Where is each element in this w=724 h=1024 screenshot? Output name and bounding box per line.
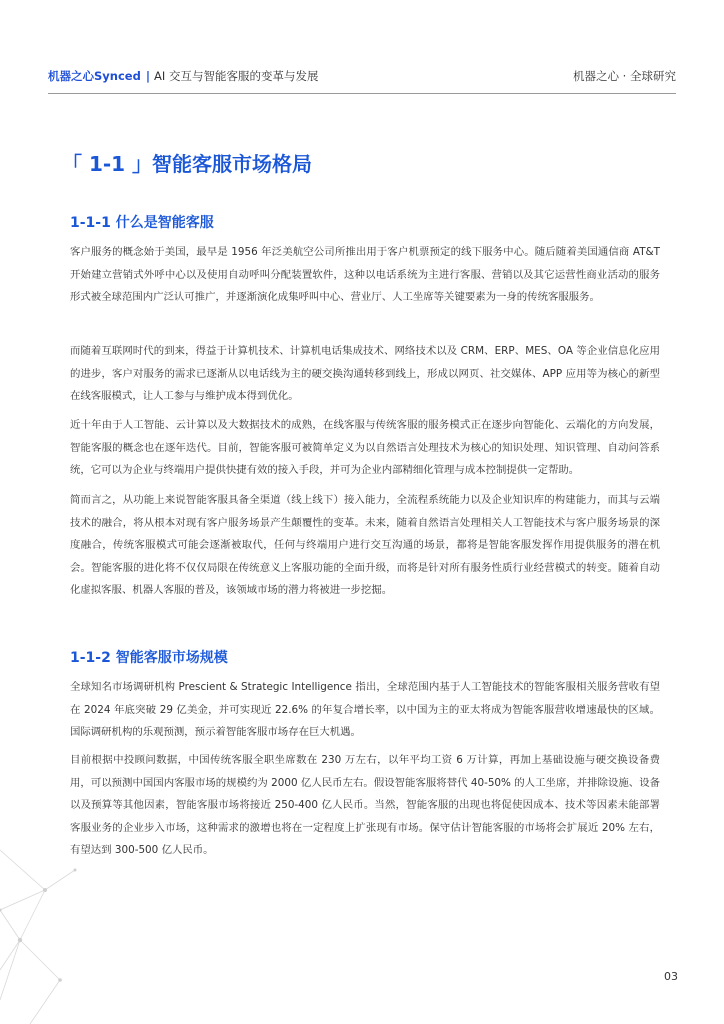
- document-title: AI 交互与智能客服的变革与发展: [154, 69, 319, 83]
- section-1-paragraph-3: 近十年由于人工智能、云计算以及大数据技术的成熟，在线客服与传统客服的服务模式正在逐步向智能化、云端化的方向发展，智能客服的概念也在逐年迭代。目前，智能客服可被简单定义为以自然语言处理技术为核心的知识处理、知识管理、自动问答系统，它可以为企业与终端用户提供快捷有效的接入手段，并可为企业内部精细化管理与成本控制提供一定帮助。: [70, 419, 660, 476]
- network-decoration-graphic: [0, 830, 80, 1024]
- header-right-text: 机器之心 · 全球研究: [573, 69, 676, 83]
- section-title-1: 1-1-1 什么是智能客服: [70, 215, 214, 231]
- chapter-title: 「 1-1 」智能客服市场格局: [62, 152, 313, 176]
- header-left: [48, 68, 318, 84]
- section-2-paragraph-1: 全球知名市场调研机构 Prescient & Strategic Intelligence 指出，全球范围内基于人工智能技术的智能客服相关服务营收有望在 2024 年底突破 29 亿美金，并可实现近 22.6% 的年复合增长率，以中国为主的亚太将成为智能客服营收增速最快的区域。国际调研机构的乐观预测，预示着智能客服市场存在巨大机遇。: [70, 681, 660, 738]
- header-divider: [48, 93, 676, 94]
- section-title-2: 1-1-2 智能客服市场规模: [70, 650, 228, 666]
- section-1-paragraph-4: 简而言之，从功能上来说智能客服具备全渠道（线上线下）接入能力，全流程系统能力以及企业知识库的构建能力，而其与云端技术的融合，将从根本对现有客户服务场景产生颠覆性的变革。未来，随着自然语言处理相关人工智能技术与客户服务场景的深度融合，传统客服模式可能会逐渐被取代，任何与终端用户进行交互沟通的场景，都将是智能客服发挥作用提供服务的潜在机会。智能客服的进化将不仅仅局限在传统意义上客服功能的全面升级，而将是针对所有服务性质行业经营模式的转变。随着自动化虚拟客服、机器人客服的普及，该领域市场的潜力将被进一步挖掘。: [70, 494, 660, 596]
- header-separator: |: [145, 69, 151, 83]
- page-header: [48, 62, 676, 90]
- section-1-paragraph-1: 客户服务的概念始于美国，最早是 1956 年泛美航空公司所推出用于客户机票预定的线下服务中心。随后随着美国通信商 AT&T 开始建立营销式外呼中心以及使用自动呼叫分配装置软件，这种以电话系统为主进行客服、营销以及其它运营性商业活动的服务形式被全球范围内广泛认可推广，并逐渐演化成集呼叫中心、营业厅、人工坐席等关键要素为一身的传统客服服务。: [70, 246, 660, 303]
- brand-name: 机器之心Synced: [48, 69, 141, 83]
- page-number: 03: [664, 970, 678, 983]
- section-1-paragraph-2: 而随着互联网时代的到来，得益于计算机技术、计算机电话集成技术、网络技术以及 CRM、ERP、MES、OA 等企业信息化应用的进步，客户对服务的需求已逐渐从以电话线为主的硬交换沟通转移到线上，形成以网页、社交媒体、APP 应用等为核心的新型在线客服模式，让人工参与与维护成本得到优化。: [70, 345, 660, 402]
- section-2-paragraph-2: 目前根据中投顾问数据，中国传统客服全职坐席数在 230 万左右，以年平均工资 6 万计算，再加上基础设施与硬交换设备费用，可以预测中国国内客服市场的规模约为 2000 亿人民币左右。假设智能客服将替代 40-50% 的人工坐席，并排除设施、设备以及预算等其他因素，智能客服市场将接近 250-400 亿人民币。当然，智能客服的出现也将促使因成本、技术等因素未能部署客服业务的企业步入市场，这种需求的激增也将在一定程度上扩张现有市场。保守估计智能客服的市场将会扩展近 20% 左右，有望达到 300-500 亿人民币。: [70, 754, 660, 856]
